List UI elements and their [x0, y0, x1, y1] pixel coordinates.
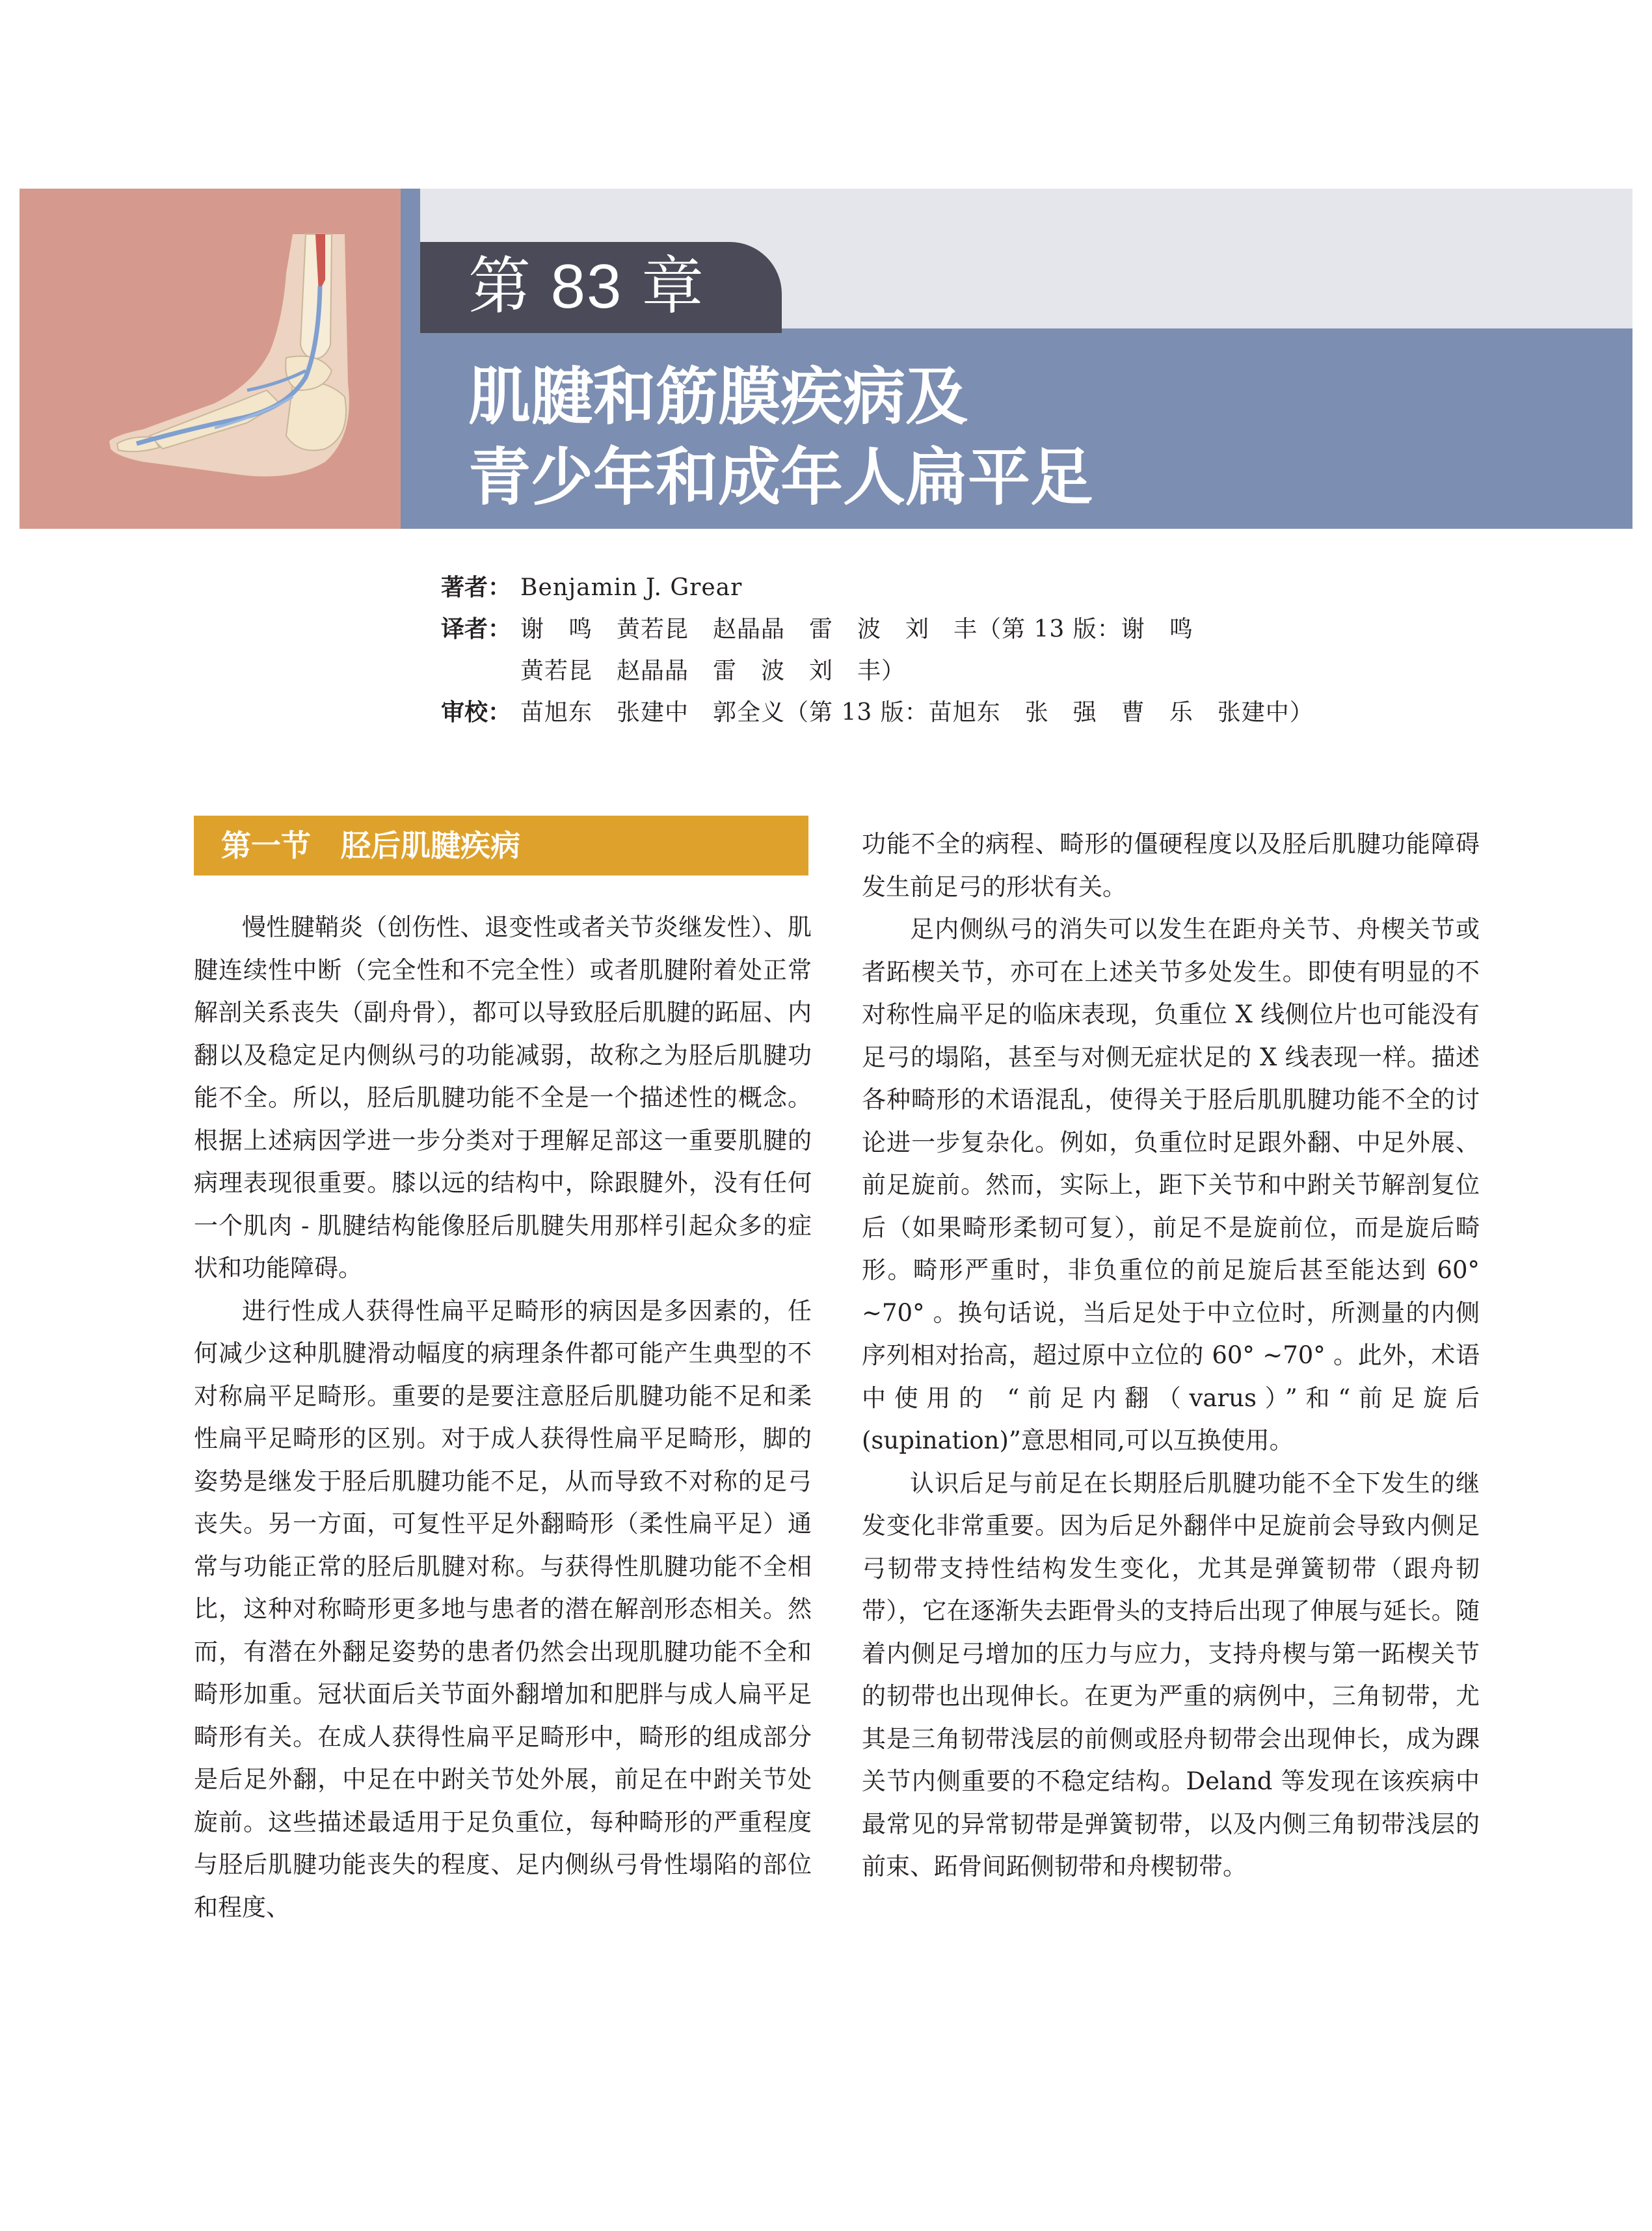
- author-row: [441, 567, 1482, 609]
- body-paragraph: 足内侧纵弓的消失可以发生在距舟关节、舟楔关节或者跖楔关节，亦可在上述关节多处发生。即使有明显的不对称性扁平足的临床表现，负重位 X 线侧位片也可能没有足弓的塌陷，甚至与对侧无症状足的 X 线表现一样。描述各种畸形的术语混乱，使得关于胫后肌肌腱功能不全的讨论进一步复杂化。例如，负重位时足跟外翻、中足外展、前足旋前。然而，实际上，距下关节和中跗关节解剖复位后（如果畸形柔韧可复），前足不是旋前位，而是旋后畸形。畸形严重时，非负重位的前足旋后甚至能达到 60° ~70° 。换句话说，当后足处于中立位时，所测量的内侧序列相对抬高，超过原中立位的 60° ~70° 。此外，术语中使用的 “前足内翻（varus）”和“前足旋后(supination)”意思相同,可以互换使用。: [862, 915, 1480, 1454]
- chapter-title-line: 肌腱和筋膜疾病及: [468, 360, 968, 433]
- reviewer-row: [441, 692, 1482, 734]
- chapter-banner: [20, 189, 1632, 529]
- chapter-title: [468, 356, 1574, 518]
- credits-block: [441, 567, 1482, 734]
- foot-anatomy-illustration: [20, 189, 401, 529]
- body-column-right: [862, 823, 1480, 1888]
- reviewer-names: 苗旭东 张建中 郭全义（第 13 版：苗旭东 张 强 曹 乐 张建中）: [520, 699, 1314, 726]
- body-column-left: [194, 906, 812, 1929]
- reviewer-label: 审校：: [441, 699, 512, 726]
- chapter-title-line: 青少年和成年人扁平足: [468, 441, 1093, 514]
- body-paragraph: 认识后足与前足在长期胫后肌腱功能不全下发生的继发变化非常重要。因为后足外翻伴中足旋前会导致内侧足弓韧带支持性结构发生变化，尤其是弹簧韧带（跟舟韧带），它在逐渐失去距骨头的支持后出现了伸展与延长。随着内侧足弓增加的压力与应力，支持舟楔与第一跖楔关节的韧带也出现伸长。在更为严重的病例中，三角韧带，尤其是三角韧带浅层的前侧或胫舟韧带会出现伸长，成为踝关节内侧重要的不稳定结构。Deland 等发现在该疾病中最常见的异常韧带是弹簧韧带，以及内侧三角韧带浅层的前束、跖骨间跖侧韧带和舟楔韧带。: [862, 1469, 1480, 1880]
- author-label: 著者：: [441, 574, 512, 601]
- section-heading: 第一节 胫后肌腱疾病: [221, 828, 520, 863]
- translator-label: 译者：: [441, 616, 512, 643]
- foot-illustration-svg: [20, 189, 401, 529]
- body-paragraph: 功能不全的病程、畸形的僵硬程度以及胫后肌腱功能障碍发生前足弓的形状有关。: [862, 830, 1480, 901]
- body-paragraph: 进行性成人获得性扁平足畸形的病因是多因素的，任何减少这种肌腱滑动幅度的病理条件都可能产生典型的不对称扁平足畸形。重要的是要注意胫后肌腱功能不足和柔性扁平足畸形的区别。对于成人获得性扁平足畸形，脚的姿势是继发于胫后肌腱功能不足，从而导致不对称的足弓丧失。另一方面，可复性平足外翻畸形（柔性扁平足）通常与功能正常的胫后肌腱对称。与获得性肌腱功能不全相比，这种对称畸形更多地与患者的潜在解剖形态相关。然而，有潜在外翻足姿势的患者仍然会出现肌腱功能不全和畸形加重。冠状面后关节面外翻增加和肥胖与成人扁平足畸形有关。在成人获得性扁平足畸形中，畸形的组成部分是后足外翻，中足在中跗关节处外展，前足在中跗关节处旋前。这些描述最适用于足负重位，每种畸形的严重程度与胫后肌腱功能丧失的程度、足内侧纵弓骨性塌陷的部位和程度、: [194, 1296, 812, 1921]
- body-paragraph: 慢性腱鞘炎（创伤性、退变性或者关节炎继发性）、肌腱连续性中断（完全性和不完全性）或者肌腱附着处正常解剖关系丧失（副舟骨），都可以导致胫后肌腱的跖屈、内翻以及稳定足内侧纵弓的功能减弱，故称之为胫后肌腱功能不全。所以，胫后肌腱功能不全是一个描述性的概念。根据上述病因学进一步分类对于理解足部这一重要肌腱的病理表现很重要。膝以远的结构中，除跟腱外，没有任何一个肌肉 - 肌腱结构能像胫后肌腱失用那样引起众多的症状和功能障碍。: [194, 913, 812, 1282]
- author-name: Benjamin J. Grear: [520, 574, 743, 601]
- translator-row: [441, 609, 1482, 650]
- chapter-number: 第 83 章: [468, 252, 706, 321]
- translator-names-continued: 黄若昆 赵晶晶 雷 波 刘 丰）: [520, 658, 906, 684]
- translator-names: 谢 鸣 黄若昆 赵晶晶 雷 波 刘 丰（第 13 版：谢 鸣: [520, 616, 1193, 643]
